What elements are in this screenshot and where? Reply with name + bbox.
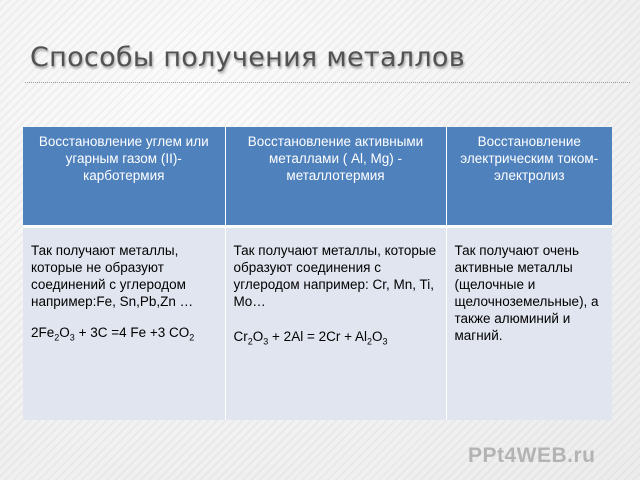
cell-electrolysis	[446, 227, 612, 421]
header-metallothermy: Восстановление активными металлами ( Al, Mg) - металлотермия	[225, 127, 446, 227]
cell-carbothermy	[23, 227, 225, 421]
slide-title: Способы получения металлов	[30, 42, 465, 73]
title-divider	[25, 82, 630, 83]
electrolysis-description: Так получают очень активные металлы (щелочные и щелочноземельные), а также алюминий и магний.	[454, 243, 599, 343]
cell-metallothermy	[225, 227, 446, 421]
table-body-row	[23, 227, 612, 421]
carbothermy-equation: $2Fe_2O_3 + 3C =4$ Fe +3 $CO_2$	[31, 325, 195, 343]
methods-table	[23, 127, 612, 420]
carbothermy-description: Так получают металлы, которые не образуют соединений с углеродом например:Fe, Sn,Pb,Zn …	[31, 243, 194, 309]
table-header-row	[23, 127, 612, 227]
metallothermy-equation: $Cr_2O_3 + 2Al = 2Cr + Al_2O_3$	[233, 329, 388, 347]
site-watermark: PPt4WEB.ru	[468, 444, 596, 467]
header-carbothermy: Восстановление углем или угарным газом (II)- карботермия	[23, 127, 225, 227]
header-electrolysis: Восстановление электрическим током- электролиз	[446, 127, 612, 227]
metallothermy-description: Так получают металлы, которые образуют соединения с углеродом например: Cr, Mn, Ti, Mo…	[233, 243, 437, 309]
